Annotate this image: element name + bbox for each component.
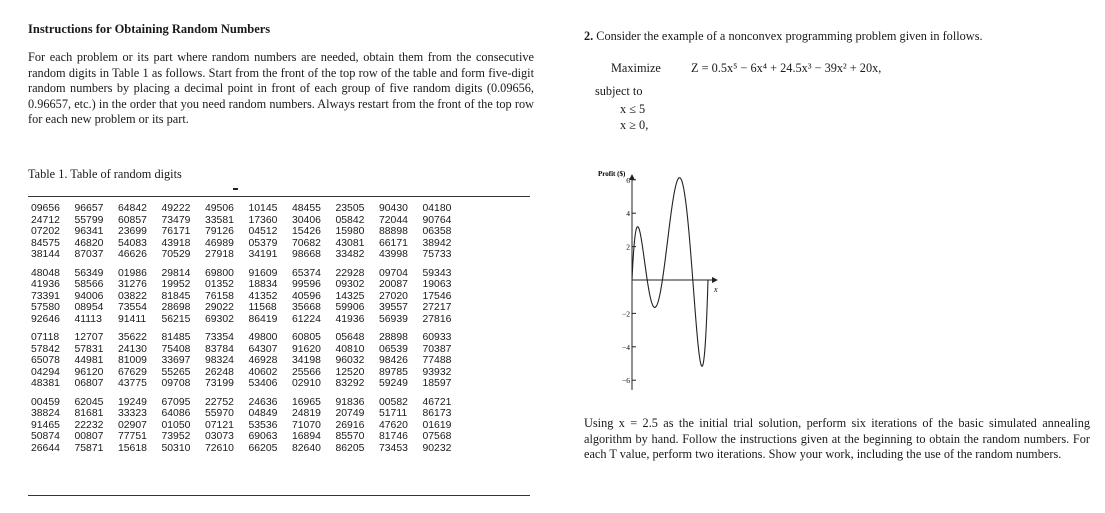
table-cell: 07118 — [31, 332, 60, 343]
table-cell: 28698 — [161, 302, 191, 313]
table-cell: 98426 — [379, 355, 408, 366]
table-cell: 02907 — [118, 419, 147, 431]
table-cell: 99596 — [292, 279, 321, 290]
table-cell: 43081 — [335, 237, 365, 249]
table-cell: 92646 — [31, 313, 60, 325]
table-cell: 05379 — [248, 237, 278, 249]
table-row — [31, 397, 466, 409]
table-cell: 71070 — [292, 419, 321, 431]
table-cell: 77488 — [422, 355, 452, 366]
table-cell: 27816 — [422, 313, 452, 325]
table-cell: 54083 — [118, 237, 147, 249]
table-cell: 73199 — [205, 378, 234, 389]
table-cell: 05648 — [335, 332, 365, 343]
table-row — [31, 367, 466, 379]
table-cell: 66205 — [248, 442, 278, 454]
table-cell: 64307 — [248, 343, 278, 355]
table-cell: 56939 — [379, 313, 408, 325]
table-cell: 69302 — [205, 313, 234, 325]
table-cell: 65078 — [31, 355, 60, 366]
table-cell: 84575 — [31, 237, 60, 249]
table-cell: 23699 — [118, 226, 147, 237]
table-cell: 79126 — [205, 226, 234, 237]
table-cell: 83292 — [335, 378, 365, 389]
table-cell: 72610 — [205, 442, 234, 454]
table-row — [31, 332, 466, 344]
table-cell: 96032 — [335, 355, 365, 366]
table-cell: 91465 — [31, 419, 60, 431]
table-cell: 04849 — [248, 408, 278, 419]
table-cell: 38144 — [31, 249, 60, 260]
profit-graph — [590, 165, 740, 405]
table-cell: 64086 — [161, 408, 191, 419]
table-cell: 20749 — [335, 408, 365, 419]
table-cell: 57842 — [31, 343, 60, 355]
table-cell: 91609 — [248, 267, 278, 279]
table-cell: 67095 — [161, 396, 191, 408]
table-cell: 58566 — [74, 279, 104, 290]
table-cell: 96657 — [74, 203, 104, 214]
task-text: Using x = 2.5 as the initial trial solution, perform six iterations of the basic simulated annealing algorithm by hand. Follow the instructions given at the beginning to obtain the random numbers. For each T value, perform two iterations. Show your work, including the use of the random numbers. — [584, 416, 1090, 462]
table-cell: 48455 — [292, 203, 321, 214]
table-cell: 38824 — [31, 408, 60, 419]
table-cell: 15980 — [335, 226, 365, 237]
table-cell: 00582 — [379, 396, 408, 408]
table-cell: 08954 — [74, 302, 104, 313]
problem-statement — [584, 29, 983, 44]
table-block-gap — [31, 325, 466, 332]
table-cell: 59343 — [422, 267, 452, 279]
table-cell: 04180 — [422, 203, 452, 214]
table-cell: 31276 — [118, 279, 147, 290]
table-cell: 90232 — [422, 442, 452, 454]
table-cell: 48048 — [31, 267, 60, 279]
table-cell: 33581 — [205, 214, 234, 226]
y-tick-label: 2 — [626, 242, 630, 252]
table-cell: 81681 — [74, 408, 104, 419]
y-tick-label: −6 — [622, 376, 630, 386]
table-cell: 66171 — [379, 237, 408, 249]
table-cell: 77751 — [118, 431, 147, 442]
table-cell: 49800 — [248, 332, 278, 343]
table-cell: 22232 — [74, 419, 104, 431]
table-row — [31, 215, 466, 227]
table-cell: 44981 — [74, 355, 104, 366]
table-cell: 07121 — [205, 419, 234, 431]
table-cell: 09302 — [335, 279, 365, 290]
table-cell: 81009 — [118, 355, 147, 366]
table-cell: 30406 — [292, 214, 321, 226]
table-cell: 49222 — [161, 203, 191, 214]
table-cell: 07202 — [31, 226, 60, 237]
table-cell: 89785 — [379, 366, 408, 378]
table-block-gap — [31, 390, 466, 397]
table-row — [31, 279, 466, 291]
table-cell: 40596 — [292, 290, 321, 302]
table-cell: 15426 — [292, 226, 321, 237]
table-cell: 25566 — [292, 366, 321, 378]
table-cell: 49506 — [205, 203, 234, 214]
table-cell: 70529 — [161, 249, 191, 260]
y-axis-label: Profit ($) — [598, 170, 626, 178]
table-cell: 46721 — [422, 396, 452, 408]
table-cell: 06539 — [379, 343, 408, 355]
table-cell: 16965 — [292, 396, 321, 408]
table-cell: 81485 — [161, 332, 191, 343]
table-cell: 06807 — [74, 378, 104, 389]
instructions-body: For each problem or its part where random numbers are needed, obtain them from the consecutive random digits in Table 1 as follows. Start from the front of the top row of the table and form five-digit random numbers by placing a decimal point in front of each group of five random digits (0.09656, 0.96657, etc.) in the order that you need random numbers. Always restart from the front of the top row for each new problem or its part. — [28, 50, 534, 127]
table-cell: 47620 — [379, 419, 408, 431]
x-axis-label: x — [714, 285, 718, 294]
table-cell: 06358 — [422, 226, 452, 237]
table-cell: 76158 — [205, 290, 234, 302]
table-row — [31, 291, 466, 303]
table-cell: 20087 — [379, 279, 408, 290]
table-cell: 33697 — [161, 355, 191, 366]
table-cell: 57831 — [74, 343, 104, 355]
table-cell: 28898 — [379, 332, 408, 343]
table-cell: 43918 — [161, 237, 191, 249]
table-cell: 73453 — [379, 442, 408, 454]
table-cell: 01050 — [161, 419, 191, 431]
table-cell: 86419 — [248, 313, 278, 325]
table-cell: 55970 — [205, 408, 234, 419]
table-row — [31, 420, 466, 432]
table-cell: 96341 — [74, 226, 104, 237]
table-cell: 75871 — [74, 442, 104, 454]
table-cell: 86205 — [335, 442, 365, 454]
table-cell: 00807 — [74, 431, 104, 442]
table-cell: 73479 — [161, 214, 191, 226]
table-cell: 60933 — [422, 332, 452, 343]
table-row — [31, 355, 466, 367]
table-cell: 76171 — [161, 226, 191, 237]
table-cell: 22752 — [205, 396, 234, 408]
table-cell: 81746 — [379, 431, 408, 442]
table-cell: 57580 — [31, 302, 60, 313]
table-cell: 15618 — [118, 442, 147, 454]
instructions-heading: Instructions for Obtaining Random Numbers — [28, 22, 271, 36]
table-row — [31, 431, 466, 443]
table-cell: 53406 — [248, 378, 278, 389]
table-cell: 98324 — [205, 355, 234, 366]
table-cell: 14325 — [335, 290, 365, 302]
table-cell: 50874 — [31, 431, 60, 442]
table-row — [31, 378, 466, 390]
table-cell: 50310 — [161, 442, 191, 454]
table-cell: 38942 — [422, 237, 452, 249]
table-cell: 90430 — [379, 203, 408, 214]
table-cell: 29814 — [161, 267, 191, 279]
instructions-section — [28, 22, 534, 128]
table-cell: 82640 — [292, 442, 321, 454]
table-marker — [233, 188, 238, 190]
table-cell: 96120 — [74, 366, 104, 378]
table-cell: 81845 — [161, 290, 191, 302]
table-cell: 27217 — [422, 302, 452, 313]
table-cell: 67629 — [118, 366, 147, 378]
table-cell: 40810 — [335, 343, 365, 355]
table-cell: 11568 — [248, 302, 277, 313]
table-cell: 07568 — [422, 431, 452, 442]
table-cell: 91411 — [118, 313, 147, 325]
table-cell: 02910 — [292, 378, 321, 389]
table-cell: 41936 — [335, 313, 365, 325]
table-cell: 55799 — [74, 214, 104, 226]
table-cell: 59906 — [335, 302, 365, 313]
table-block-gap — [31, 261, 466, 268]
table-cell: 24819 — [292, 408, 321, 419]
table-cell: 18834 — [248, 279, 278, 290]
table-cell: 39557 — [379, 302, 408, 313]
table-cell: 91836 — [335, 396, 365, 408]
table-cell: 60805 — [292, 332, 321, 343]
table-cell: 61224 — [292, 313, 321, 325]
table-cell: 12520 — [335, 366, 365, 378]
profit-curve — [632, 178, 708, 367]
y-tick-label: −4 — [622, 342, 630, 352]
table-row — [31, 268, 466, 280]
table-cell: 69063 — [248, 431, 278, 442]
table-cell: 24130 — [118, 343, 147, 355]
table-cell: 12707 — [74, 332, 104, 343]
y-tick-label: 4 — [626, 209, 630, 219]
objective-function: Z = 0.5x⁵ − 6x⁴ + 24.5x³ − 39x² + 20x, — [691, 61, 882, 75]
table-cell: 94006 — [74, 290, 104, 302]
table-cell: 10145 — [248, 203, 278, 214]
table-cell: 93932 — [422, 366, 452, 378]
table-cell: 65374 — [292, 267, 321, 279]
table-cell: 43998 — [379, 249, 408, 260]
constraint-upper: x ≤ 5 — [620, 102, 646, 116]
table-cell: 90764 — [422, 214, 452, 226]
table-cell: 17360 — [248, 214, 278, 226]
table-row — [31, 443, 466, 455]
table-cell: 91620 — [292, 343, 321, 355]
table-cell: 75733 — [422, 249, 452, 260]
table-cell: 03822 — [118, 290, 147, 302]
problem-text: Consider the example of a nonconvex programming problem given in follows. — [593, 29, 983, 43]
table-cell: 43775 — [118, 378, 147, 389]
y-tick-label: −2 — [622, 309, 630, 319]
table-cell: 41113 — [74, 313, 102, 325]
table-cell: 88898 — [379, 226, 408, 237]
table-cell: 01352 — [205, 279, 234, 290]
table-cell: 09708 — [161, 378, 191, 389]
table-cell: 56349 — [74, 267, 104, 279]
table-row — [31, 238, 466, 250]
table-cell: 26916 — [335, 419, 365, 431]
table-cell: 03073 — [205, 431, 234, 442]
table-cell: 86173 — [422, 408, 452, 419]
table-cell: 46989 — [205, 237, 234, 249]
table-row — [31, 314, 466, 326]
table-cell: 73391 — [31, 290, 60, 302]
table-cell: 98668 — [292, 249, 321, 260]
table-cell: 09704 — [379, 267, 408, 279]
table-cell: 46928 — [248, 355, 278, 366]
table-cell: 04512 — [248, 226, 278, 237]
table-cell: 04294 — [31, 366, 60, 378]
table-cell: 18597 — [422, 378, 452, 389]
table-cell: 27020 — [379, 290, 408, 302]
table-cell: 24712 — [31, 214, 60, 226]
table-cell: 26248 — [205, 366, 234, 378]
table-cell: 19063 — [422, 279, 452, 290]
table-cell: 17546 — [422, 290, 452, 302]
table-cell: 23505 — [335, 203, 365, 214]
table-top-rule — [28, 196, 530, 197]
table-row — [31, 408, 466, 420]
table-cell: 26644 — [31, 442, 60, 454]
table-row — [31, 302, 466, 314]
table-cell: 70682 — [292, 237, 321, 249]
table-caption: Table 1. Table of random digits — [28, 167, 182, 181]
table-cell: 64842 — [118, 203, 147, 214]
table-row — [31, 249, 466, 261]
maximize-label: Maximize — [611, 61, 661, 75]
table-cell: 19249 — [118, 396, 147, 408]
table-cell: 41352 — [248, 290, 278, 302]
table-cell: 60857 — [118, 214, 147, 226]
table-cell: 73354 — [205, 332, 234, 343]
table-cell: 48381 — [31, 378, 60, 389]
table-cell: 34198 — [292, 355, 321, 366]
table-cell: 33323 — [118, 408, 147, 419]
table-cell: 19952 — [161, 279, 191, 290]
table-cell: 85570 — [335, 431, 365, 442]
table-cell: 00459 — [31, 396, 60, 408]
table-cell: 01619 — [422, 419, 452, 431]
table-cell: 73554 — [118, 302, 147, 313]
y-tick-label: 6 — [626, 175, 630, 185]
problem-number: 2. — [584, 29, 594, 43]
table-cell: 46820 — [74, 237, 104, 249]
table-cell: 34191 — [248, 249, 278, 260]
constraint-lower: x ≥ 0, — [620, 118, 649, 132]
table-cell: 73952 — [161, 431, 191, 442]
table-cell: 56215 — [161, 313, 191, 325]
subject-to-label: subject to — [595, 84, 643, 98]
table-cell: 16894 — [292, 431, 321, 442]
table-cell: 55265 — [161, 366, 191, 378]
table-cell: 62045 — [74, 396, 104, 408]
table-cell: 41936 — [31, 279, 60, 290]
table-cell: 29022 — [205, 302, 234, 313]
table-cell: 09656 — [31, 203, 60, 214]
table-cell: 53536 — [248, 419, 278, 431]
table-cell: 40602 — [248, 366, 278, 378]
table-cell: 69800 — [205, 267, 234, 279]
table-cell: 01986 — [118, 267, 147, 279]
table-cell: 87037 — [74, 249, 104, 260]
table-row — [31, 344, 466, 356]
table-cell: 59249 — [379, 378, 408, 389]
random-digits-table — [31, 203, 466, 454]
table-cell: 24636 — [248, 396, 278, 408]
table-row — [31, 226, 466, 238]
table-cell: 33482 — [335, 249, 365, 260]
table-cell: 83784 — [205, 343, 234, 355]
table-cell: 75408 — [161, 343, 191, 355]
table-cell: 35668 — [292, 302, 321, 313]
table-cell: 22928 — [335, 267, 365, 279]
table-cell: 46626 — [118, 249, 147, 260]
table-cell: 72044 — [379, 214, 408, 226]
table-cell: 35622 — [118, 332, 147, 343]
table-bottom-rule — [28, 495, 530, 496]
table-cell: 05842 — [335, 214, 365, 226]
table-row — [31, 203, 466, 215]
table-cell: 51711 — [379, 408, 408, 419]
table-cell: 70387 — [422, 343, 452, 355]
table-cell: 27918 — [205, 249, 234, 260]
